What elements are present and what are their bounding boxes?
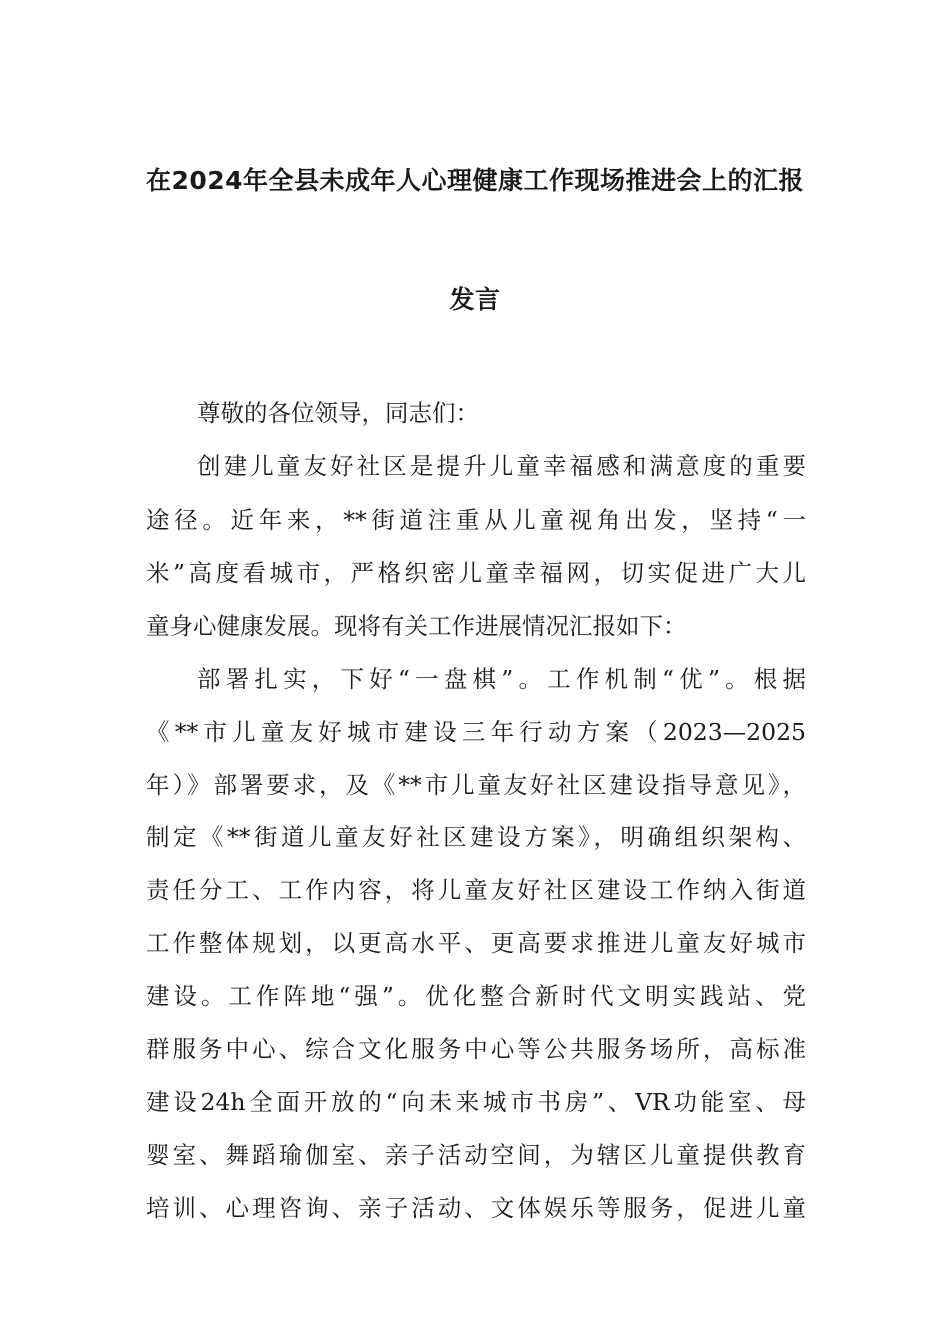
paragraph-2-line-6: 工作整体规划，以更高水平、更高要求推进儿童友好城市	[146, 929, 806, 957]
paragraph-2-line-7: 建设。工作阵地“强”。优化整合新时代文明实践站、党	[146, 982, 806, 1010]
paragraph-2-line-11: 培训、心理咨询、亲子活动、文体娱乐等服务，促进儿童	[146, 1194, 806, 1222]
document-title-line-2: 发言	[449, 285, 501, 314]
paragraph-2-line-10: 婴室、舞蹈瑜伽室、亲子活动空间，为辖区儿童提供教育	[146, 1141, 806, 1169]
paragraph-2-line-3: 年）》部署要求，及《**市儿童友好社区建设指导意见》，	[146, 771, 806, 799]
paragraph-1-line-3: 米”高度看城市，严格织密儿童幸福网，切实促进广大儿	[146, 559, 806, 587]
paragraph-1-line-2: 途径。近年来，**街道注重从儿童视角出发，坚持“一	[146, 506, 806, 534]
paragraph-2-line-5: 责任分工、工作内容，将儿童友好社区建设工作纳入街道	[146, 876, 806, 904]
paragraph-2-line-4: 制定《**街道儿童友好社区建设方案》，明确组织架构、	[146, 823, 806, 851]
paragraph-2-line-9: 建设24h全面开放的“向未来城市书房”、VR功能室、母	[146, 1088, 806, 1116]
salutation: 尊敬的各位领导，同志们：	[197, 399, 479, 427]
paragraph-2-line-1: 部署扎实，下好“一盘棋”。工作机制“优”。根据	[197, 665, 806, 693]
paragraph-1-line-4: 童身心健康发展。现将有关工作进展情况汇报如下：	[146, 612, 687, 640]
document-title-line-1: 在2024年全县未成年人心理健康工作现场推进会上的汇报	[145, 166, 805, 195]
paragraph-1-line-1: 创建儿童友好社区是提升儿童幸福感和满意度的重要	[197, 452, 806, 480]
paragraph-2-line-8: 群服务中心、综合文化服务中心等公共服务场所，高标准	[146, 1035, 806, 1063]
paragraph-2-line-2: 《**市儿童友好城市建设三年行动方案（2023—2025	[146, 718, 806, 746]
